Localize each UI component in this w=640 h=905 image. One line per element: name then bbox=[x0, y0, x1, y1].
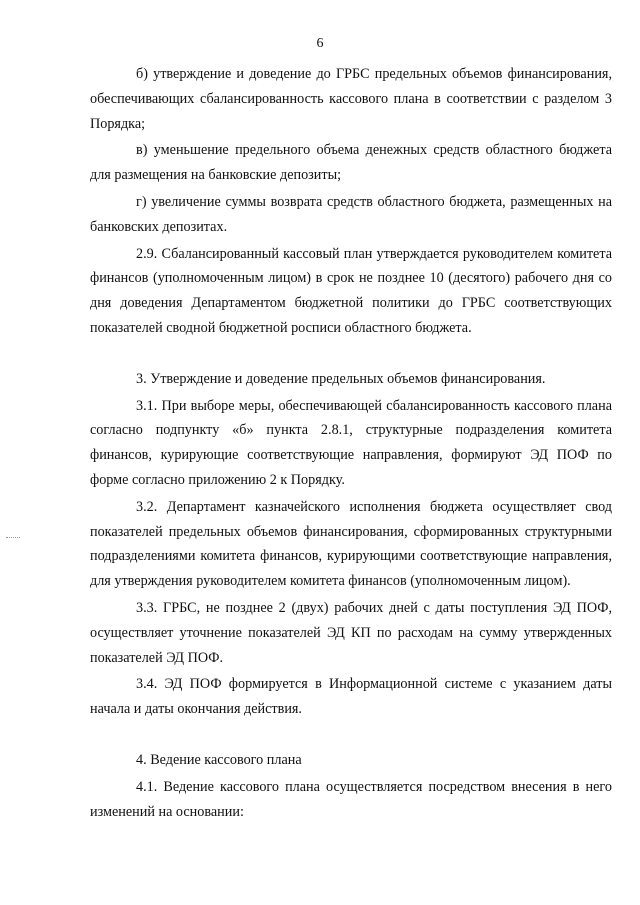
paragraph-b: б) утверждение и доведение до ГРБС предельных объемов финансирования, обеспечивающих сбалансированность кассового плана в соответствии с разделом 3 Порядка; bbox=[90, 66, 612, 132]
section-heading-4: 4. Ведение кассового плана bbox=[136, 751, 302, 768]
paragraph-2-9: 2.9. Сбалансированный кассовый план утверждается руководителем комитета финансов (уполномоченным лицом) в срок не позднее 10 (десятого) рабочего дня со дня доведения Департаментом бюджетной политики до ГРБС соответствующих показателей сводной бюджетной росписи областного бюджета. bbox=[90, 245, 612, 336]
page-number: 6 bbox=[316, 36, 324, 51]
paragraph-v: в) уменьшение предельного объема денежных средств областного бюджета для размещения на банковские депозиты; bbox=[90, 142, 612, 184]
paragraph-3-1: 3.1. При выборе меры, обеспечивающей сбалансированность кассового плана согласно подпункту «б» пункта 2.8.1, структурные подразделения комитета финансов, курирующие соответствующие направления, формируют ЭД ПОФ по форме согласно приложению 2 к Порядку. bbox=[90, 397, 612, 488]
paragraph-3-4: 3.4. ЭД ПОФ формируется в Информационной системе с указанием даты начала и даты окончания действия. bbox=[90, 676, 612, 718]
paragraph-4-1: 4.1. Ведение кассового плана осуществляется посредством внесения в него изменений на основании: bbox=[90, 778, 612, 820]
section-spacer bbox=[90, 724, 612, 748]
paragraph-3-3: 3.3. ГРБС, не позднее 2 (двух) рабочих дней с даты поступления ЭД ПОФ, осуществляет уточнение показателей ЭД КП по расходам на сумму утвержденных показателей ЭД ПОФ. bbox=[90, 599, 612, 666]
margin-mark bbox=[6, 537, 20, 540]
paragraph-3-2: 3.2. Департамент казначейского исполнения бюджета осуществляет свод показателей предельных объемов финансирования, сформированных структурными подразделениями комитета финансов, курирующими соответствующие направления, для утверждения руководителем комитета финансов (уполномоченным лицом). bbox=[90, 498, 612, 590]
paragraph-g: г) увеличение суммы возврата средств областного бюджета, размещенных на банковских депозитах. bbox=[90, 193, 612, 235]
section-heading-3: 3. Утверждение и доведение предельных объемов финансирования. bbox=[136, 370, 546, 387]
section-spacer bbox=[90, 343, 612, 367]
document-body bbox=[90, 62, 612, 826]
